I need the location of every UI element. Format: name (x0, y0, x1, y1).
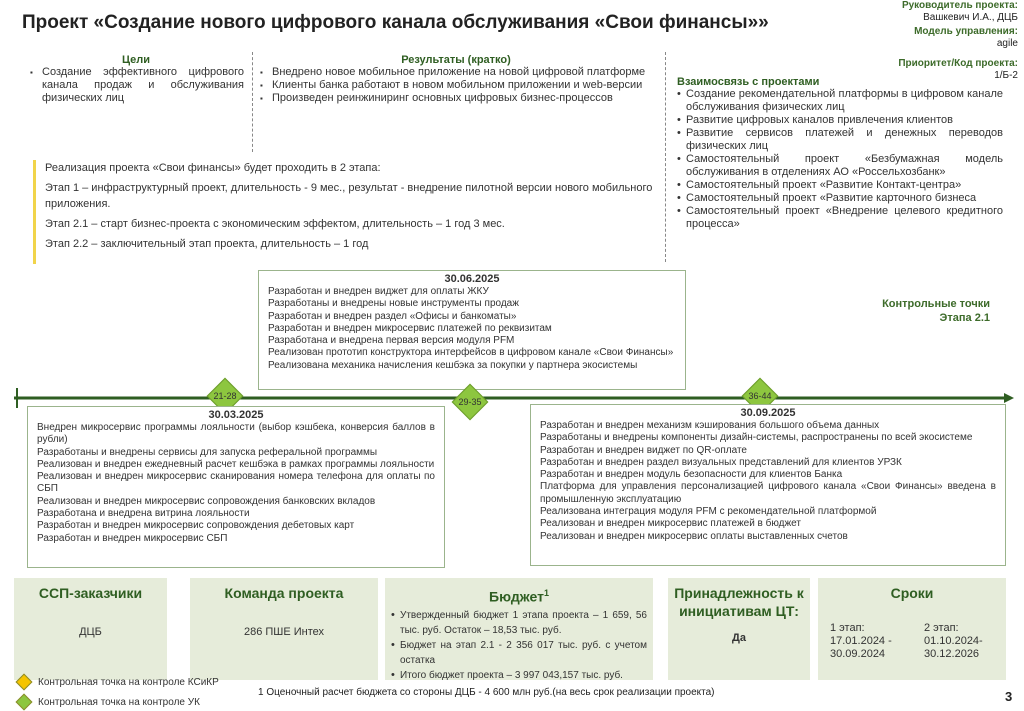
milestone-item: Разработан и внедрен виджет для оплаты ЖКУ (268, 286, 489, 297)
related-title: Взаимосвязь с проектами (677, 76, 820, 88)
related-item: • Создание рекомендательной платформы в цифровом канале обслуживания физических лиц (677, 88, 1003, 114)
card-value: Да (732, 632, 746, 644)
divider (252, 52, 253, 152)
stage-line: Этап 2.2 – заключительный этап проекта, длительность – 1 год (45, 238, 369, 250)
card-title: Команда проекта (224, 585, 344, 601)
divider (665, 52, 666, 262)
milestone-2025-06-30 (258, 270, 686, 390)
legend-uk (14, 696, 200, 708)
milestone-item: Реализован и внедрен микросервис платежей в бюджет (540, 518, 801, 530)
ct-initiatives-card (668, 578, 810, 680)
milestone-item: Разработан и внедрен микросервис СБП (37, 532, 228, 544)
milestone-item: Разработан и внедрен раздел «Офисы и банкоматы» (268, 310, 517, 322)
related-item: • Самостоятельный проект «Внедрение целевого кредитного процесса» (677, 205, 1003, 231)
stage1-dates: 17.01.2024 - 30.09.2024 (830, 635, 892, 660)
results-title: Результаты (кратко) (401, 54, 511, 66)
card-value: ДЦБ (79, 626, 102, 638)
diamond-label: 36-44 (748, 391, 772, 401)
stage-line: Этап 1 – инфраструктурный проект, длительность - 9 мес., результат - внедрение пилотной версии нового мобильного приложения. (45, 182, 653, 210)
milestone-item: Реализована механика начисления кешбэка за покупки у партнера экосистемы (268, 359, 638, 371)
card-value: 286 ПШЕ Интех (243, 626, 325, 638)
milestone-item: Реализован и внедрен микросервис оплаты выставленных счетов (540, 530, 848, 542)
card-title: ССП-заказчики (38, 585, 143, 601)
milestone-item: Разработана и внедрена витрина лояльности (37, 508, 250, 520)
manager-label: Руководитель проекта: (901, 0, 1018, 11)
budget-card (385, 578, 653, 680)
milestone-2025-09-30 (530, 404, 1006, 566)
result-item: ▪ Клиенты банка работают в новом мобильном приложении и web-версии (258, 79, 654, 92)
budget-item: • Итого бюджет проекта – 3 997 043,157 тыс. руб. (391, 668, 647, 683)
related-item: • Самостоятельный проект «Безбумажная модель обслуживания в отделениях АО «Россельхозбанк» (677, 153, 1003, 179)
related-item: • Развитие сервисов платежей и денежных переводов физических лиц (677, 127, 1003, 153)
control-points-line: Этапа 2.1 (939, 312, 990, 324)
card-title: Бюджет (489, 588, 544, 605)
stage1-label: 1 этап: (830, 622, 865, 634)
milestone-item: Разработан и внедрен виджет по QR-оплате (540, 444, 747, 456)
project-info (898, 0, 1018, 84)
footnote: 1 Оценочный расчет бюджета со стороны ДЦБ - 4 600 млн руб.(на весь срок реализации проекта) (258, 687, 715, 698)
milestone-item: Разработан и внедрен микросервис платежей по реквизитам (268, 322, 552, 334)
page-title: Проект «Создание нового цифрового канала обслуживания «Свои финансы»» (22, 12, 769, 33)
milestone-item: Разработана и внедрена первая версия модуля PFM (268, 335, 515, 347)
milestone-date: 30.09.2025 (740, 407, 796, 419)
customers-card (14, 578, 167, 680)
priority: 1/Б-2 (994, 70, 1018, 81)
goals-title: Цели (121, 54, 151, 66)
related-item: • Самостоятельный проект «Развитие Контакт-центра» (677, 179, 1003, 192)
milestone-item: Реализован и внедрен ежедневный расчет кешбэка в рамках программы лояльности (37, 458, 435, 470)
budget-item: • Бюджет на этап 2.1 - 2 356 017 тыс. руб. с учетом остатка (391, 638, 647, 668)
milestone-item: Платформа для управления персонализацией цифрового канала «Свои Финансы» введена в промышленную эксплуатацию (540, 481, 996, 505)
milestone-2025-03-30 (27, 406, 445, 568)
legend-label: Контрольная точка на контроле КСиКР (38, 676, 219, 688)
milestone-item: Реализован прототип конструктора интерфейсов в цифровом канале «Свои Финансы» (268, 347, 674, 359)
goals (28, 54, 244, 105)
card-title: Принадлежность к инициативам ЦТ: (674, 585, 804, 619)
control-points-line: Контрольные точки (882, 298, 990, 310)
milestone-item: Реализована интеграция модуля PFM с рекомендательной платформой (540, 506, 877, 518)
stage-line: Этап 2.1 – старт бизнес-проекта с экономическим эффектом, длительность – 1 год 3 мес. (45, 218, 505, 230)
milestone-item: Внедрен микросервис программы лояльности (выбор кэшбека, конверсия баллов в рубли) (37, 422, 435, 446)
legend-label: Контрольная точка на контроле УК (38, 696, 200, 708)
terms-card (818, 578, 1006, 680)
milestone-item: Разработаны и внедрены компоненты дизайн-системы, распространены по всей экосистеме (540, 432, 973, 444)
budget-item: • Утвержденный бюджет 1 этапа проекта – 1 659, 56 тыс. руб. Остаток – 18,53 тыс. руб. (391, 608, 647, 638)
result-item: ▪ Внедрено новое мобильное приложение на новой цифровой платформе (258, 66, 654, 79)
team-card (190, 578, 378, 680)
results (258, 54, 654, 105)
milestone-date: 30.03.2025 (208, 409, 264, 421)
milestone-item: Разработан и внедрен микросервис сопровождения дебетовых карт (37, 520, 355, 532)
milestone-date: 30.06.2025 (444, 273, 500, 285)
diamond-label: 29-35 (458, 397, 482, 407)
milestone-item: Разработан и внедрен механизм кэширования большого объема данных (540, 420, 880, 431)
milestone-item: Реализован и внедрен микросервис сопровождения банковских вкладов (37, 495, 376, 507)
milestone-item: Разработаны и внедрены новые инструменты продаж (268, 298, 519, 310)
result-item: ▪ Произведен реинжиниринг основных цифровых бизнес-процессов (258, 92, 654, 105)
milestone-item: Разработан и внедрен модуль безопасности для клиентов Банка (540, 469, 843, 481)
yellow-diamond-icon (16, 674, 33, 691)
control-points-title (882, 297, 990, 325)
priority-label: Приоритет/Код проекта: (898, 58, 1018, 69)
stage2-label: 2 этап: (924, 622, 959, 634)
page-number: 3 (1005, 689, 1013, 704)
stages (33, 160, 663, 264)
related-projects (677, 76, 1003, 231)
diamond-label: 21-28 (213, 391, 237, 401)
stage-line: Реализация проекта «Свои финансы» будет проходить в 2 этапа: (45, 162, 381, 174)
model: agile (996, 38, 1018, 49)
milestone-item: Разработан и внедрен раздел визуальных представлений для клиентов УРЗК (540, 456, 902, 468)
milestone-item: Реализован и внедрен микросервис сканирования номера телефона для оплаты по СБП (37, 471, 435, 495)
footnote-mark: 1 (543, 588, 549, 598)
model-label: Модель управления: (914, 26, 1018, 37)
goal-item: ▪ Создание эффективного цифрового канала продаж и обслуживания физических лиц (28, 66, 244, 105)
related-item: • Самостоятельный проект «Развитие карточного бизнеса (677, 192, 1003, 205)
milestone-item: Разработаны и внедрены сервисы для запуска реферальной программы (37, 446, 378, 458)
stage2-dates: 01.10.2024-30.12.2026 (924, 635, 983, 660)
arrow-icon (1004, 393, 1014, 403)
related-item: • Развитие цифровых каналов привлечения клиентов (677, 114, 1003, 127)
legend-ksikr (14, 676, 219, 688)
card-title: Сроки (890, 585, 934, 601)
manager: Вашкевич И.А., ДЦБ (923, 12, 1018, 23)
